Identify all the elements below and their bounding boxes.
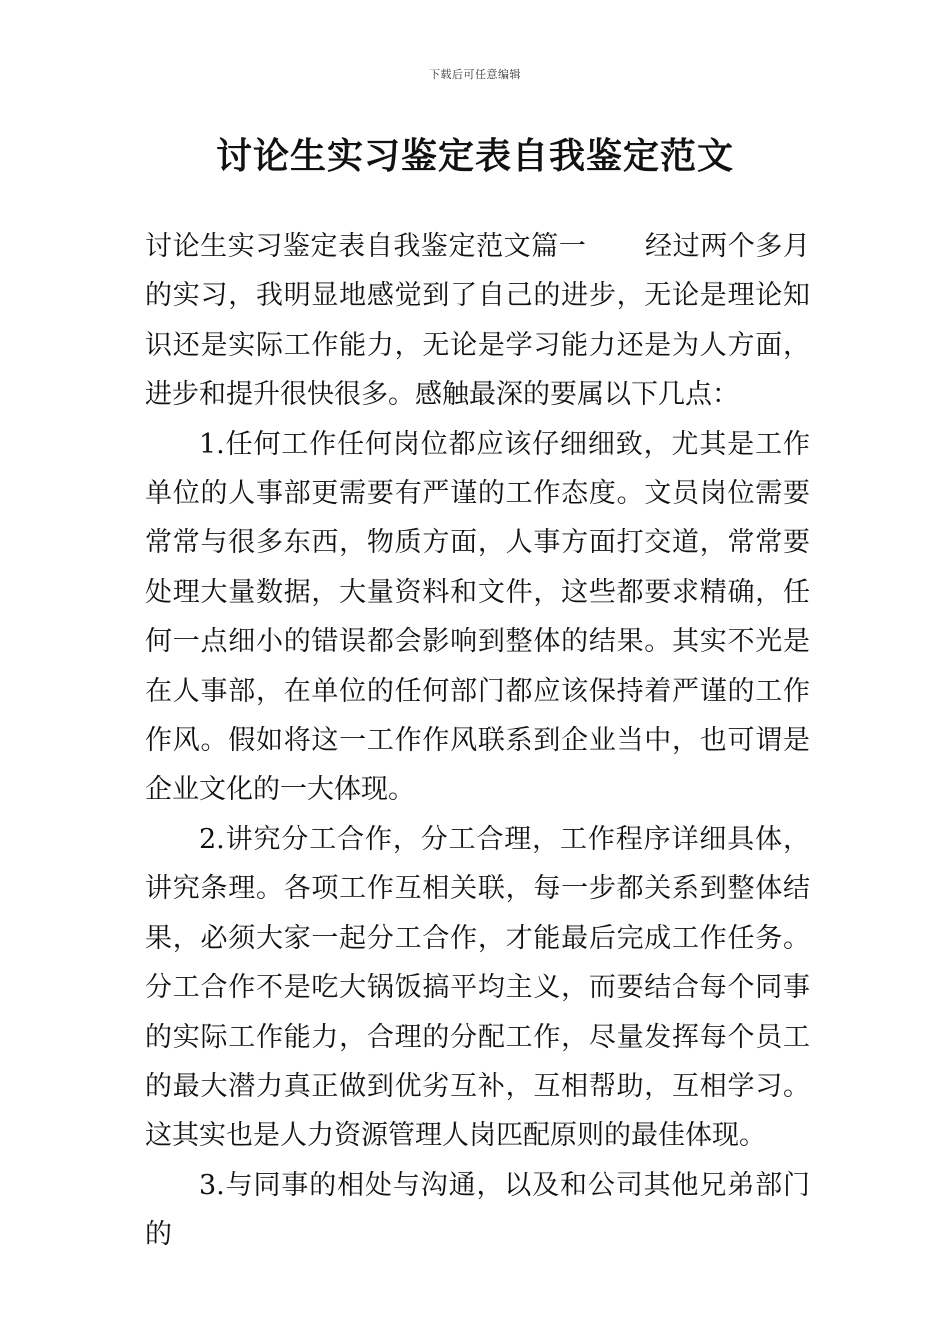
intro-heading: 讨论生实习鉴定表自我鉴定范文篇一 bbox=[145, 231, 587, 262]
list-item: 1.任何工作任何岗位都应该仔细细致，尤其是工作单位的人事部更需要有严谨的工作态度。文员岗位需要常常与很多东西，物质方面，人事方面打交道，常常要处理大量数据，大量资料和文件，这些都要求精确，任何一点细小的错误都会影响到整体的结果。其实不光是在人事部，在单位的任何部门都应该保持着严谨的工作作风。假如将这一工作作风联系到企业当中，也可谓是企业文化的一大体现。 bbox=[145, 428, 810, 806]
list-item: 2.讲究分工合作，分工合理，工作程序详细具体，讲究条理。各项工作互相关联，每一步都关系到整体结果，必须大家一起分工合作，才能最后完成工作任务。分工合作不是吃大锅饭搞平均主义，而要结合每个同事的实际工作能力，合理的分配工作，尽量发挥每个员工的最大潜力真正做到优劣互补，互相帮助，互相学习。这其实也是人力资源管理人岗匹配原则的最佳体现。 bbox=[145, 823, 810, 1152]
intro-text: 经过两个多月的实习，我明显地感觉到了自己的进步，无论是理论知识还是实际工作能力，无论是学习能力还是为人方面，进步和提升很快很多。感触最深的要属以下几点： bbox=[145, 231, 811, 411]
document-body bbox=[145, 222, 810, 1260]
header-note: 下载后可任意编辑 bbox=[429, 68, 521, 81]
document-title: 讨论生实习鉴定表自我鉴定范文 bbox=[215, 135, 734, 177]
list-item: 3.与同事的相处与沟通，以及和公司其他兄弟部门的 bbox=[145, 1169, 810, 1251]
intro-paragraph bbox=[145, 222, 810, 420]
